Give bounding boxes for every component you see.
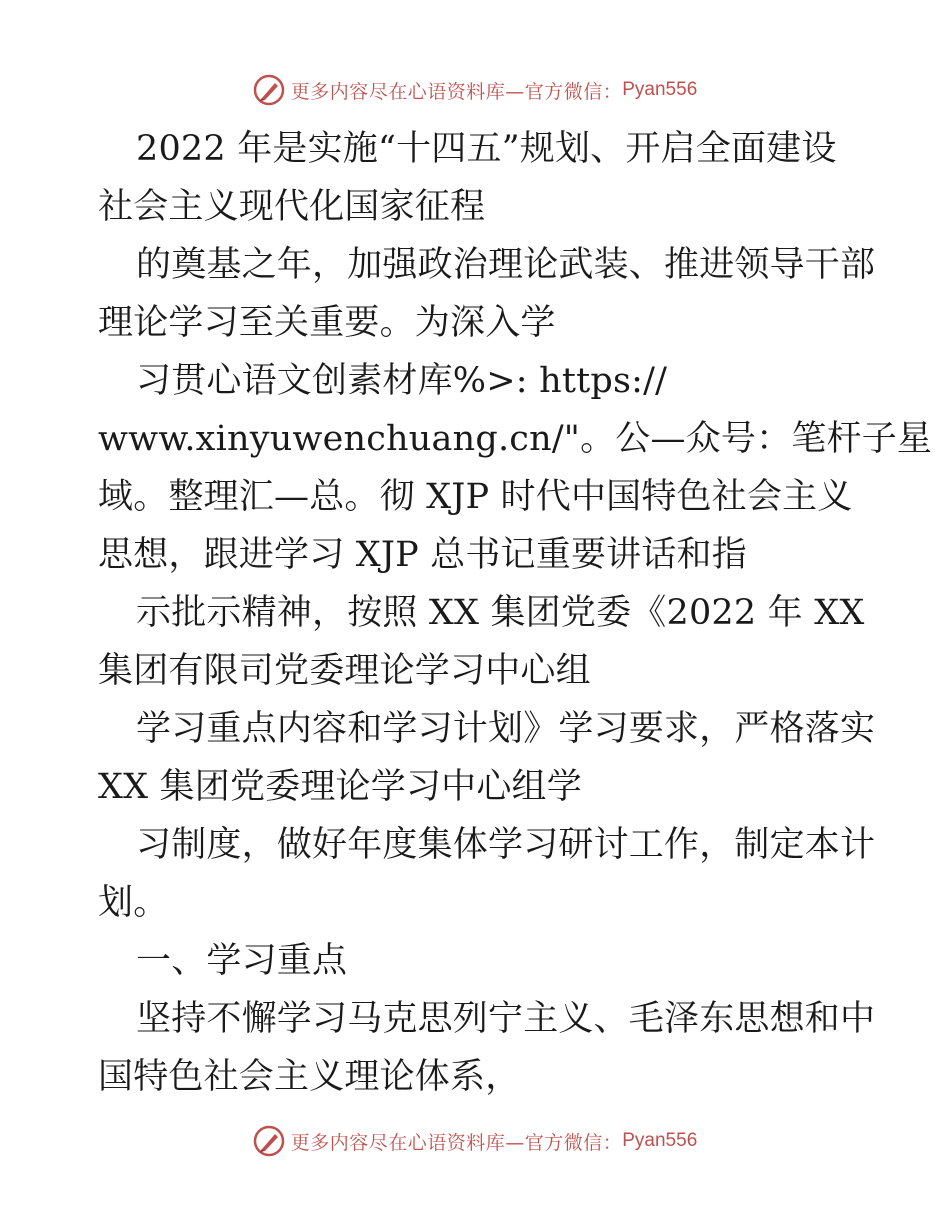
text-line: 学习重点内容和学习计划》学习要求，严格落实 [136, 709, 876, 749]
text-line: 国特色社会主义理论体系， [98, 1057, 521, 1097]
text-line: 理论学习至关重要。为深入学 [98, 303, 556, 343]
text-line: 示批示精神，按照 XX 集团党委《2022 年 XX [136, 593, 865, 633]
watermark-text: 更多内容尽在心语资料库—官方微信： [290, 80, 623, 103]
watermark-wechat-id: Pyan556 [622, 79, 698, 100]
document-body [98, 120, 933, 1106]
header-watermark [0, 70, 950, 110]
text-line: 划。 [98, 883, 169, 923]
pen-logo-icon [253, 1125, 285, 1157]
pen-logo-icon [253, 74, 285, 106]
text-line: 的奠基之年，加强政治理论武装、推进领导干部 [136, 245, 876, 285]
section-heading: 一、学习重点 [136, 941, 348, 981]
text-line: 2022 年是实施“十四五”规划、开启全面建设 [136, 129, 837, 169]
text-line: 域。整理汇—总。彻 XJP 时代中国特色社会主义 [98, 477, 853, 517]
text-line: 思想，跟进学习 XJP 总书记重要讲话和指 [98, 535, 747, 575]
watermark-wechat-id: Pyan556 [622, 1130, 698, 1151]
text-line: 坚持不懈学习马克思列宁主义、毛泽东思想和中 [136, 999, 876, 1039]
text-line: www.xinyuwenchuang.cn/"。公—众号：笔杆子星 [98, 419, 933, 459]
text-line: 习贯心语文创素材库%>: https:// [136, 361, 668, 401]
footer-watermark [0, 1121, 950, 1161]
text-line: 集团有限司党委理论学习中心组 [98, 651, 591, 691]
text-line: 习制度，做好年度集体学习研讨工作，制定本计 [136, 825, 876, 865]
watermark-text: 更多内容尽在心语资料库—官方微信： [290, 1131, 623, 1154]
text-line: 社会主义现代化国家征程 [98, 187, 486, 227]
text-line: XX 集团党委理论学习中心组学 [98, 767, 582, 807]
